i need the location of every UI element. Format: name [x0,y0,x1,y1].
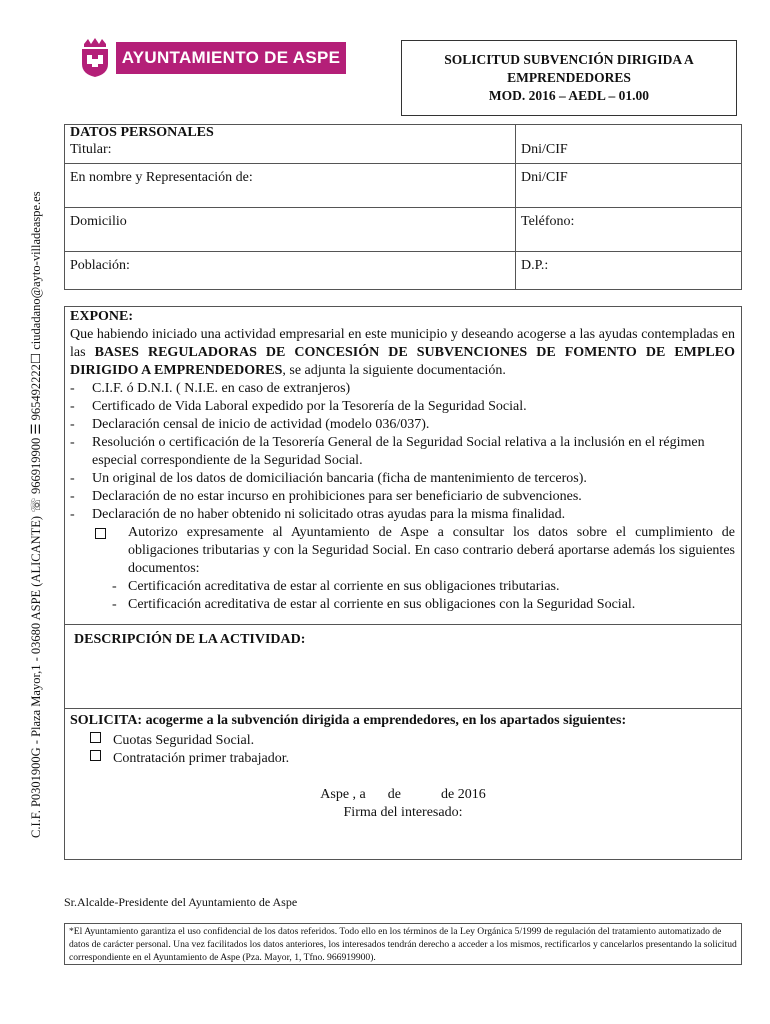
phone-cell[interactable] [516,208,742,252]
addressee: Sr.Alcalde-Presidente del Ayuntamiento de Aspe [64,895,298,909]
representation-label: En nombre y Representación de: [70,170,253,185]
form-title-box [401,40,737,116]
town-label: Población: [70,258,130,273]
privacy-note: *El Ayuntamiento garantiza el uso confidencial de los datos referidos. Todo ello en los términos de la Ley Orgánica 5/1999 de regulación del tratamiento automatizado de datos de carácter personal. Una vez facilitados los datos anteriores, los interesados tendrán derecho a acceder a los mismos, rectificarlos y cancelarlos presentando la solicitud correspondiente en el Ayuntamiento de Aspe (Pza. Mayor, 1, Tfno. 966919900). [64,923,742,965]
signature-field[interactable] [65,827,741,859]
signature-date-line [65,786,741,804]
authorization-checkbox[interactable] [95,528,106,539]
list-item: - Declaración de no estar incurso en prohibiciones para ser beneficiario de subvenciones. [70,488,735,506]
postcode-label: D.P.: [521,258,549,273]
form-title-line-1: SOLICITUD SUBVENCIÓN DIRIGIDA A [444,52,694,67]
option-social-security[interactable] [90,732,289,750]
expone-heading: EXPONE: [70,309,133,324]
town-cell[interactable] [65,252,516,290]
option-label: Contratación primer trabajador. [113,751,290,766]
phone-label: Teléfono: [521,214,575,229]
option-label: Cuotas Seguridad Social. [113,733,255,748]
divider [65,624,741,625]
expone-intro-text-1: Que habiendo iniciado una actividad empresarial en este municipio y deseando acogerse a las ayudas contempladas en las [70,327,735,360]
titular-label: Titular: [70,142,112,157]
contact-sidebar-text: C.I.F. P0301900G - Plaza Mayor,1 - 03680 ASPE (ALICANTE) ☏ 966919900 ☰ 965492222☐ ciudadano@ayto-villadeaspe.es [29,191,43,838]
org-name-banner: AYUNTAMIENTO DE ASPE [116,42,346,74]
form-title-line-2: EMPRENDEDORES [507,70,631,85]
titular-dni-cell[interactable] [516,125,742,164]
personal-data-table [64,124,742,290]
expone-intro [70,326,735,380]
crown-castle-shield-icon [78,38,112,78]
list-item: - Un original de los datos de domiciliación bancaria (ficha de mantenimiento de terceros). [70,470,735,488]
representation-dni-cell[interactable] [516,164,742,208]
authorization-text: Autorizo expresamente al Ayuntamiento de Aspe a consultar los datos sobre el cumplimiento de obligaciones tributarias y con la Seguridad Social. En caso contrario deberá aportarse además los siguientes documentos: [128,525,735,576]
list-item: - Certificación acreditativa de estar al corriente en sus obligaciones con la Seguridad Social. [70,596,735,614]
request-body-box [64,306,742,860]
solicita-heading: SOLICITA: acogerme a la subvención dirigida a emprendedores, en los apartados siguientes: [70,713,627,728]
activity-description-heading: DESCRIPCIÓN DE LA ACTIVIDAD: [74,632,306,647]
signature-place: Aspe , a [320,787,366,802]
expone-intro-text-2: , se adjunta la siguiente documentación. [282,363,506,378]
list-item: - Declaración censal de inicio de actividad (modelo 036/037). [70,416,735,434]
authorization-paragraph [70,524,735,578]
list-item: - C.I.F. ó D.N.I. ( N.I.E. en caso de extranjeros) [70,380,735,398]
solicita-options [90,732,289,768]
document-list [70,380,735,524]
signature-de: de [387,787,401,802]
signature-year: de 2016 [441,787,486,802]
list-item: - Declaración de no haber obtenido ni solicitado otras ayudas para la misma finalidad. [70,506,735,524]
list-item: - Certificación acreditativa de estar al corriente en sus obligaciones tributarias. [70,578,735,596]
personal-data-heading: DATOS PERSONALES [70,125,214,140]
titular-dni-label: Dni/CIF [521,142,568,157]
signature-block [65,786,741,822]
signature-label: Firma del interesado: [343,805,463,820]
address-cell[interactable] [65,208,516,252]
representation-cell[interactable] [65,164,516,208]
postcode-cell[interactable] [516,252,742,290]
list-item: - Resolución o certificación de la Tesorería General de la Seguridad Social relativa a la inclusión en el régimen especial correspondiente de la Seguridad Social. [70,434,735,470]
address-label: Domicilio [70,214,127,229]
option-first-worker[interactable] [90,750,289,768]
checkbox[interactable] [90,732,101,743]
expone-section [70,308,735,614]
titular-cell[interactable] [65,125,516,164]
sub-document-list [70,578,735,614]
checkbox[interactable] [90,750,101,761]
expone-intro-bases: BASES REGULADORAS DE CONCESIÓN DE SUBVENCIONES DE FOMENTO DE EMPLEO DIRIGIDO A EMPRENDEDORES [70,345,735,378]
divider [65,708,741,709]
representation-dni-label: Dni/CIF [521,170,568,185]
list-item: - Certificado de Vida Laboral expedido por la Tesorería de la Seguridad Social. [70,398,735,416]
form-title-line-3: MOD. 2016 – AEDL – 01.00 [488,88,650,103]
activity-description-field[interactable] [65,649,741,705]
